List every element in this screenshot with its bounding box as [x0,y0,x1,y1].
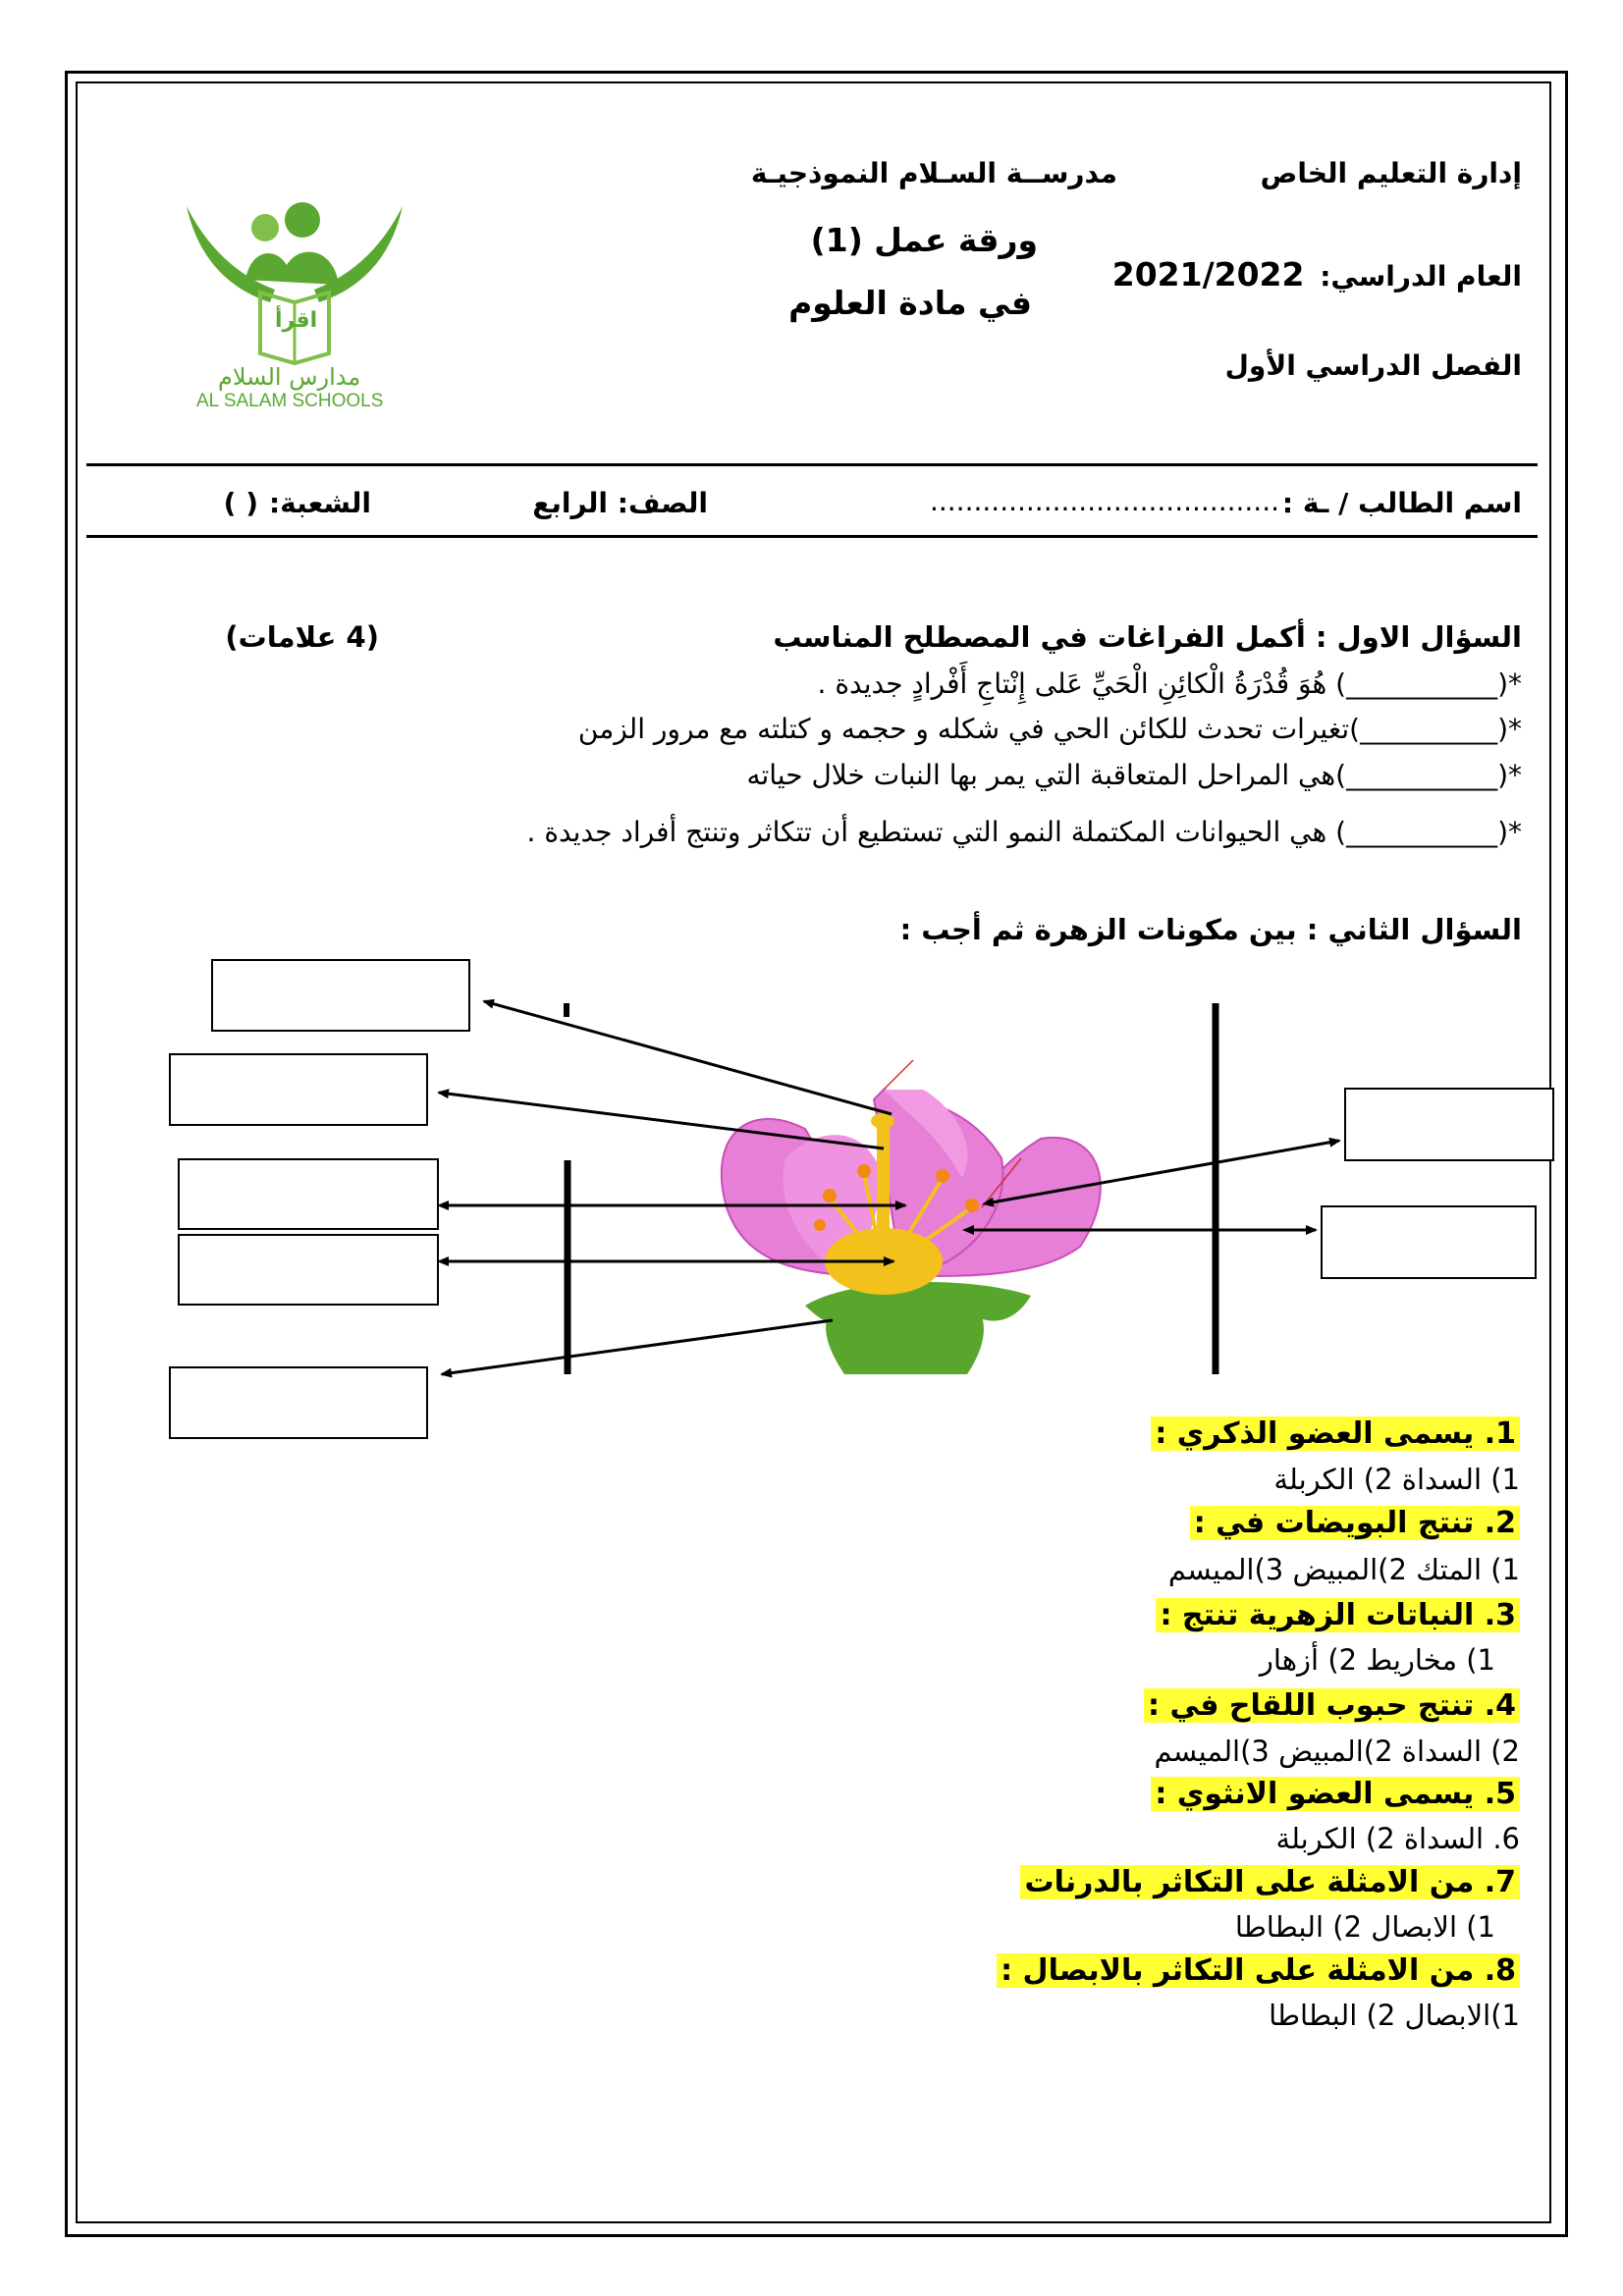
mcq-2-stem: 2. تنتج البويضات في : [1190,1506,1520,1540]
year-value: 2021/2022 [1111,255,1305,294]
q1-item-1[interactable]: *(___________) هُوَ قُدْرَةُ الْكائِنِ الْحَيِّ عَلى إِنْتاجِ أَفْرادٍ جديدة . [817,667,1522,700]
mcq-8-stem: 8. من الامثلة على التكاثر بالابصال : [997,1953,1520,1988]
worksheet-title: ورقة عمل (1) [810,221,1038,259]
q1-item-4[interactable]: *(___________) هي الحيوانات المكتملة النمو التي تستطيع أن تتكاثر وتنتج أفراد جديدة . [526,816,1522,848]
mcq-2 [1190,1506,1520,1540]
mcq-7 [1020,1865,1520,1899]
mcq-1-stem: 1. يسمى العضو الذكري : [1151,1416,1520,1451]
mcq-8 [997,1953,1520,1988]
logo-read-text: اقرأ [275,308,318,333]
directorate-label: إدارة التعليم الخاص [1260,157,1522,189]
school-name: مدرســة السـلام النموذجيـة [750,157,1117,189]
mcq-8-options[interactable]: 1)الابصال 2) البطاطا [1269,1999,1520,2032]
mcq-3-options[interactable]: 1) مخاريط 2) أزهار [1259,1643,1495,1677]
mcq-4 [1144,1688,1520,1723]
mcq-3-stem: 3. النباتات الزهرية تنتج : [1156,1598,1520,1632]
q2-title: السؤال الثاني : بين مكونات الزهرة ثم أجب : [899,913,1522,946]
year-label: العام الدراسي: [1320,260,1522,293]
mcq-2-options[interactable]: 1) المتك 2)المبيض 3)الميسم [1167,1553,1520,1586]
q1-marks: (4 علامات) [225,620,379,654]
mcq-3 [1156,1598,1520,1632]
logo-arabic-text: مدارس السلام [218,363,361,391]
section-field[interactable]: ( ) [223,487,258,519]
mcq-1-options[interactable]: 1) السداة 2) الكربلة [1273,1463,1520,1496]
class-label: الصف: الرابع [532,487,708,519]
subject-title: في مادة العلوم [788,284,1032,322]
mcq-4-stem: 4. تنتج حبوب اللقاح في : [1144,1688,1520,1723]
mcq-5-stem: 5. يسمى العضو الانثوي : [1151,1777,1520,1811]
q1-title: السؤال الاول : أكمل الفراغات في المصطلح المناسب [773,620,1522,654]
logo-english-text: AL SALAM SCHOOLS [196,391,384,411]
q1-item-2[interactable]: *(__________)تغيرات تحدث للكائن الحي في شكله و حجمه و كتلته مع مرور الزمن [577,713,1522,745]
mcq-7-stem: 7. من الامثلة على التكاثر بالدرنات [1020,1865,1520,1899]
mcq-5 [1151,1777,1520,1811]
mcq-1 [1151,1416,1520,1451]
semester-label: الفصل الدراسي الأول [1224,349,1522,382]
student-name-field[interactable]: ........................................ [929,485,1279,517]
mcq-7-options[interactable]: 1) الابصال 2) البطاطا [1234,1910,1495,1944]
mcq-4-options[interactable]: 2) السداة 2)المبيض 3)الميسم [1154,1735,1520,1768]
q1-item-3[interactable]: *(___________)هي المراحل المتعاقبة التي يمر بها النبات خلال حياته [746,759,1522,791]
mcq-5-options[interactable]: 6. السداة 2) الكربلة [1275,1822,1520,1855]
student-name-label: اسم الطالب / ـة : [1281,487,1522,519]
section-label: الشعبة: [268,487,371,519]
